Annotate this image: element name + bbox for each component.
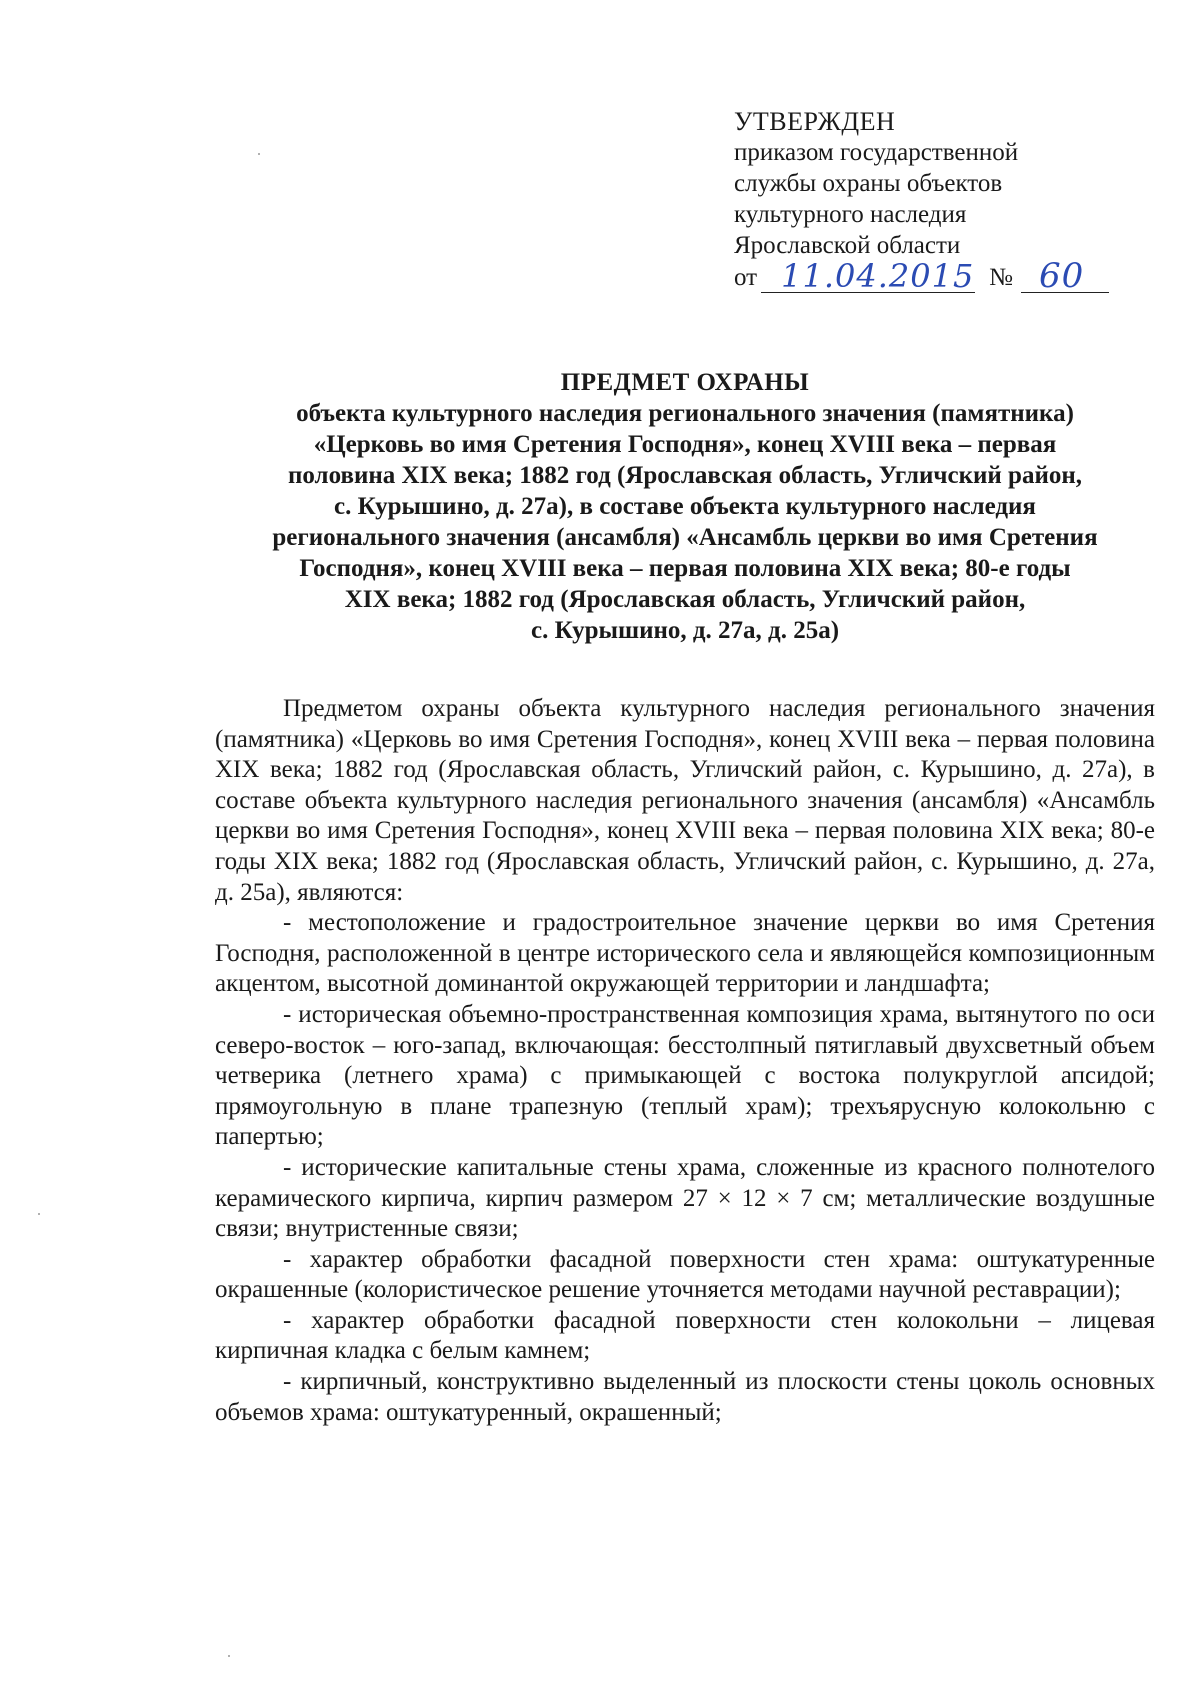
handwritten-number: 60 bbox=[1038, 256, 1085, 296]
document-heading bbox=[210, 367, 1160, 646]
heading-title: ПРЕДМЕТ ОХРАНЫ bbox=[560, 369, 810, 396]
approval-line: службы охраны объектов bbox=[734, 170, 1003, 197]
heading-subtitle-line: с. Курышино, д. 27а, д. 25а) bbox=[530, 617, 840, 644]
document-body bbox=[215, 694, 1155, 1428]
list-item: - кирпичный, конструктивно выделенный из плоскости стены цоколь основных объемов храма: оштукатуренный, окрашенный; bbox=[215, 1368, 1155, 1426]
approval-block bbox=[734, 106, 1114, 296]
heading-subtitle-line: с. Курышино, д. 27а), в составе объекта культурного наследия bbox=[334, 493, 1036, 520]
handwritten-date: 11.04.2015 bbox=[781, 257, 975, 295]
approval-title: УТВЕРЖДЕН bbox=[734, 107, 896, 136]
heading-subtitle-line: регионального значения (ансамбля) «Ансамбль церкви во имя Сретения bbox=[272, 524, 1098, 551]
approval-line: Ярославской области bbox=[734, 232, 961, 259]
list-item: - характер обработки фасадной поверхности стен колокольни – лицевая кирпичная кладка с белым камнем; bbox=[215, 1306, 1155, 1365]
approval-line: культурного наследия bbox=[734, 201, 967, 228]
approval-line: приказом государственной bbox=[734, 139, 1019, 166]
heading-subtitle-line: «Церковь во имя Сретения Господня», конец XVIII века – первая bbox=[313, 431, 1057, 458]
list-item: - характер обработки фасадной поверхности стен храма: оштукатуренные окрашенные (колористическое решение уточняется методами научной реставрации); bbox=[215, 1245, 1155, 1304]
intro-paragraph: Предметом охраны объекта культурного наследия регионального значения (памятника) «Церковь во имя Сретения Господня», конец XVIII века – первая половина XIX века; 1882 год (Ярославская область, Угличский район, с. Курышино, д. 27а), в составе объекта культурного наследия регионального значения (ансамбля) «Ансамбль церкви во имя Сретения Господня», конец XVIII века – первая половина XIX века; 80-е годы XIX века; 1882 год (Ярославская область, Угличский район, с. Курышино, д. 27а, д. 25а), являются: bbox=[215, 695, 1155, 906]
list-item: - исторические капитальные стены храма, сложенные из красного полнотелого керамического кирпича, кирпич размером 27 × 12 × 7 см; металлические воздушные связи; внутристенные связи; bbox=[215, 1153, 1155, 1243]
heading-subtitle-line: Господня», конец XVIII века – первая половина XIX века; 80-е годы bbox=[299, 555, 1071, 582]
heading-subtitle-line: XIX века; 1882 год (Ярославская область, Угличский район, bbox=[344, 586, 1026, 613]
heading-subtitle-line: объекта культурного наследия регионального значения (памятника) bbox=[296, 400, 1074, 427]
scan-speck bbox=[38, 1213, 40, 1215]
heading-subtitle-line: половина XIX века; 1882 год (Ярославская область, Угличский район, bbox=[287, 462, 1083, 489]
approval-date-row bbox=[734, 256, 1114, 296]
number-sign: № bbox=[989, 264, 1013, 291]
scan-speck bbox=[258, 153, 260, 155]
list-item: - историческая объемно-пространственная композиция храма, вытянутого по оси северо-восток – юго-запад, включающая: бесстолпный пятиглавый двухсветный объем четверика (летнего храма) с примыкающей с востока полукруглой апсидой; прямоугольную в плане трапезную (теплый храм); трехъярусную колокольню с папертью; bbox=[215, 1000, 1155, 1151]
date-prefix: от bbox=[734, 264, 758, 291]
number-field bbox=[1021, 256, 1109, 296]
date-field bbox=[761, 257, 975, 295]
list-item: - местоположение и градостроительное значение церкви во имя Сретения Господня, расположенной в центре исторического села и являющейся композиционным акцентом, высотной доминантой окружающей территории и ландшафта; bbox=[215, 909, 1155, 998]
scan-speck bbox=[228, 1655, 230, 1657]
